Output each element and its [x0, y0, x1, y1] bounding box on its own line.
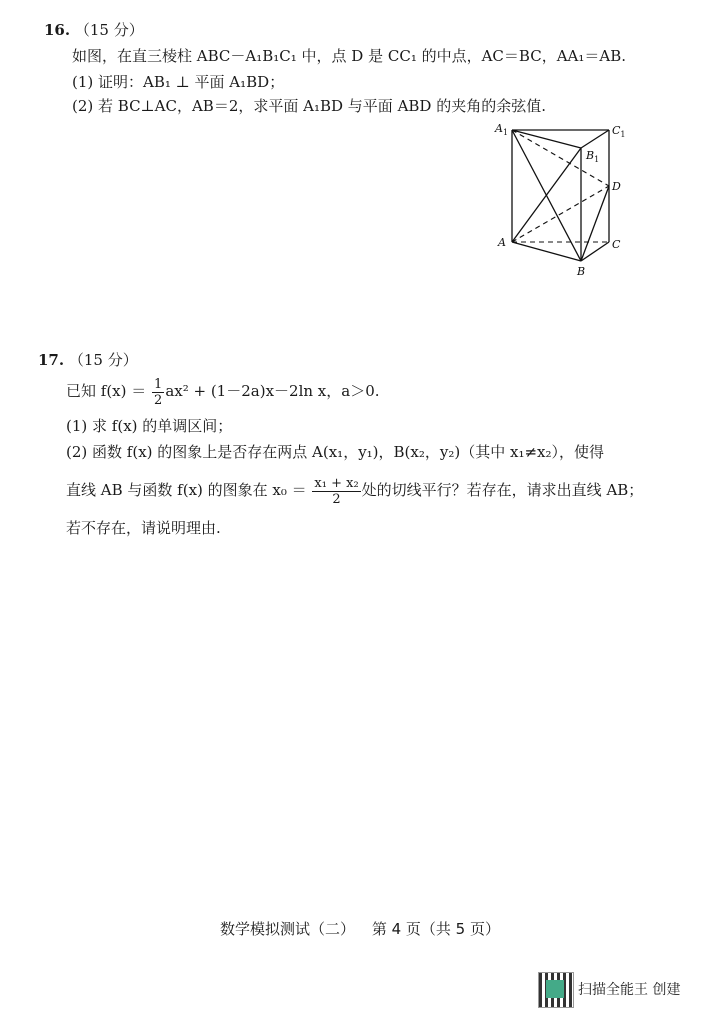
q17-given-post: ax² + (1－2a)x－2ln x，a＞0. — [165, 382, 380, 400]
q16-stem — [72, 46, 626, 66]
page-number: 第 4 页（共 5 页） — [371, 920, 500, 938]
label-d: D — [612, 180, 621, 193]
x0-numerator: x₁ + x₂ — [314, 475, 359, 491]
edge-ab1 — [512, 148, 581, 242]
q17-part2-line1: (2) 函数 f(x) 的图象上是否存在两点 A(x₁，y₁)，B(x₂，y₂)（其中 x₁≠x₂），使得 — [66, 443, 605, 461]
x0-fraction — [312, 476, 360, 507]
edge-a1b1 — [512, 130, 581, 148]
prism-diagram — [486, 118, 636, 280]
q17-line2-post: 处的切线平行？若存在，请求出直线 AB； — [361, 481, 644, 499]
edge-bd — [581, 186, 609, 261]
q16-part1: (1) 证明：AB₁ ⊥ 平面 A₁BD； — [72, 73, 285, 91]
q17-line2-pre: 直线 AB 与函数 f(x) 的图象在 x₀ ＝ — [66, 481, 312, 499]
q16-score: （15 分） — [74, 21, 144, 39]
half-numerator: 1 — [154, 376, 163, 392]
q16-stem-mid: 中，点 D 是 CC₁ 的中点，AC＝BC，AA₁＝AB. — [296, 47, 626, 65]
exam-title: 数学模拟测试（二） — [220, 920, 356, 938]
q17-part2-line3: 若不存在，请说明理由. — [66, 519, 221, 537]
q16-number: 16. — [44, 21, 71, 39]
watermark-text: 扫描全能王 创建 — [578, 982, 681, 998]
q17-header — [38, 350, 138, 370]
label-b: B — [577, 265, 586, 278]
label-a1: $A_1$ — [495, 122, 509, 137]
q17-given — [66, 376, 380, 408]
edge-ad-hidden — [512, 186, 609, 242]
prism-figure — [486, 118, 636, 280]
label-c: C — [612, 238, 621, 251]
scanner-watermark — [538, 972, 680, 1006]
q16-stem-pre: 如图，在直三棱柱 — [72, 47, 197, 65]
label-c1: $C_1$ — [612, 124, 626, 139]
q17-number: 17. — [38, 351, 65, 369]
q17-score: （15 分） — [68, 351, 138, 369]
qr-code-icon — [538, 972, 572, 1006]
q17-given-pre: 已知 f(x) ＝ — [66, 382, 152, 400]
label-b1: $B_1$ — [586, 149, 600, 164]
half-fraction — [152, 377, 164, 408]
label-a: A — [498, 236, 506, 249]
q16-part2: (2) 若 BC⊥AC，AB＝2，求平面 A₁BD 与平面 ABD 的夹角的余弦值. — [72, 97, 546, 115]
x0-denominator: 2 — [332, 491, 341, 507]
q16-header — [44, 20, 144, 40]
q17-part1: (1) 求 f(x) 的单调区间； — [66, 417, 233, 435]
half-denominator: 2 — [154, 392, 163, 408]
page-footer — [0, 918, 720, 939]
q16-stem-prism: ABC－A₁B₁C₁ — [196, 47, 297, 65]
edge-b1c1 — [581, 130, 609, 148]
q17-part2-line2 — [66, 474, 643, 507]
edge-ab — [512, 242, 581, 261]
